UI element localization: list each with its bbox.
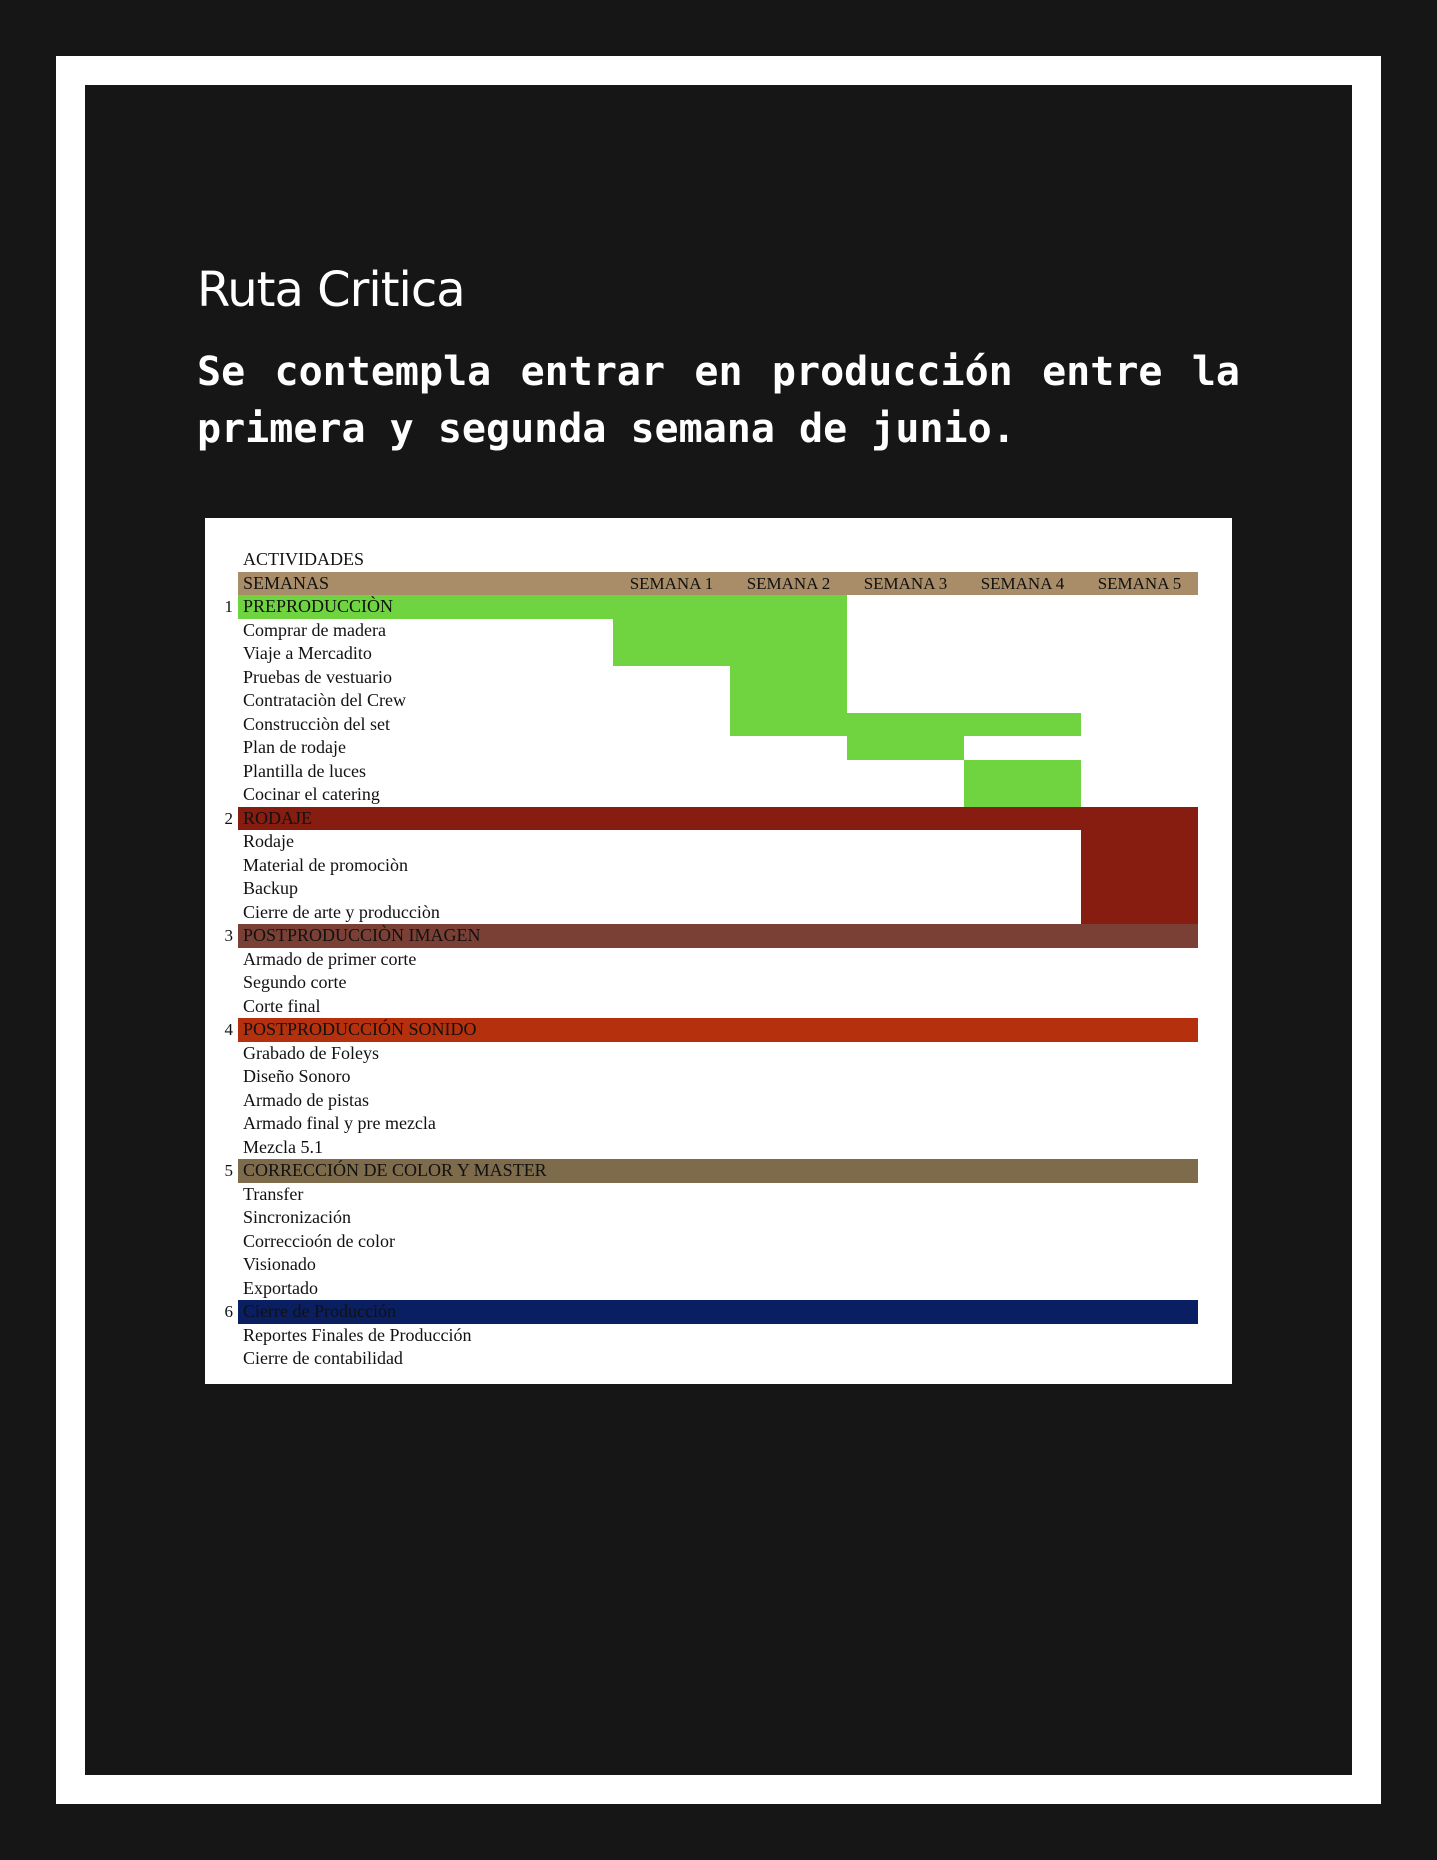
week-cell: [730, 1253, 847, 1277]
week-cell: [1081, 1183, 1198, 1207]
week-header-3: SEMANA 3: [847, 572, 964, 596]
week-cell: [964, 1206, 1081, 1230]
week-cell: [847, 1253, 964, 1277]
task-label: [238, 1277, 613, 1301]
week-cell: [1081, 666, 1198, 690]
task-name: Contrataciòn del Crew: [243, 690, 406, 710]
week-cell: [613, 760, 730, 784]
task-label: [238, 1089, 613, 1113]
week-cell: [964, 783, 1081, 807]
week-cell: [847, 642, 964, 666]
week-cell: [1081, 595, 1198, 619]
task-name: Viaje a Mercadito: [243, 643, 372, 663]
week-cell: [613, 924, 730, 948]
week-cell: [730, 760, 847, 784]
gantt-chart: [205, 518, 1232, 1384]
week-cell: [613, 1206, 730, 1230]
week-cell: [1081, 854, 1198, 878]
week-cell: [730, 689, 847, 713]
section-title: Cierre de Producción: [243, 1301, 396, 1321]
section-row-label: [224, 1018, 613, 1042]
week-cell: [1081, 1065, 1198, 1089]
week-cell: [1081, 1300, 1198, 1324]
week-cell: [730, 1042, 847, 1066]
week-cell: [613, 619, 730, 643]
week-cell: [613, 1136, 730, 1160]
week-cell: [847, 713, 964, 737]
section-row-label: [224, 1159, 613, 1183]
week-cell: [613, 666, 730, 690]
week-cell: [964, 807, 1081, 831]
section-row-label: [224, 595, 613, 619]
week-cell: [730, 713, 847, 737]
task-name: Mezcla 5.1: [243, 1136, 323, 1157]
task-name: Cierre de contabilidad: [243, 1348, 403, 1368]
task-name: Plan de rodaje: [243, 737, 346, 757]
week-cell: [1081, 689, 1198, 713]
week-cell: [847, 1136, 964, 1160]
task-name: Transfer: [243, 1183, 304, 1204]
week-cell: [847, 1183, 964, 1207]
task-label: [238, 1347, 613, 1371]
task-name: Grabado de Foleys: [243, 1042, 379, 1063]
week-cell: [613, 901, 730, 925]
week-cell: [730, 807, 847, 831]
section-number: 4: [224, 1020, 233, 1039]
week-cell: [730, 1159, 847, 1183]
week-cell: [847, 924, 964, 948]
week-cell: [730, 1089, 847, 1113]
week-cell: [964, 1183, 1081, 1207]
task-label: [238, 760, 613, 784]
week-cell: [1081, 901, 1198, 925]
week-cell: [964, 666, 1081, 690]
task-label: [238, 971, 613, 995]
week-cell: [964, 877, 1081, 901]
week-cell: [1081, 807, 1198, 831]
week-cell: [613, 783, 730, 807]
task-name: Armado final y pre mezcla: [243, 1113, 436, 1133]
week-cell: [613, 642, 730, 666]
section-title: POSTPRODUCCIÓN SONIDO: [243, 1019, 477, 1039]
section-row-label: [224, 807, 613, 831]
week-cell: [847, 1018, 964, 1042]
week-cell: [613, 877, 730, 901]
week-cell: [1081, 830, 1198, 854]
task-label: [238, 736, 613, 760]
section-title: CORRECCIÓN DE COLOR Y MASTER: [243, 1160, 547, 1180]
week-cell: [964, 1159, 1081, 1183]
task-name: Construcciòn del set: [243, 713, 390, 734]
week-cell: [613, 854, 730, 878]
week-cell: [847, 1065, 964, 1089]
week-cell: [847, 1324, 964, 1348]
week-cell: [1081, 924, 1198, 948]
week-cell: [1081, 760, 1198, 784]
week-cell: [847, 689, 964, 713]
task-label: [238, 642, 613, 666]
task-name: Armado de pistas: [243, 1089, 369, 1110]
task-name: Comprar de madera: [243, 619, 386, 640]
week-cell: [1081, 1159, 1198, 1183]
week-cell: [964, 736, 1081, 760]
week-cell: [847, 1277, 964, 1301]
section-row-label: [224, 1300, 613, 1324]
week-cell: [730, 619, 847, 643]
week-cell: [847, 1347, 964, 1371]
week-cell: [613, 830, 730, 854]
page-subtitle: Se contempla entrar en producción entre la primera y segunda semana de junio.: [197, 349, 1240, 452]
week-cell: [964, 595, 1081, 619]
week-cell: [1081, 619, 1198, 643]
week-cell: [964, 830, 1081, 854]
week-header-5: SEMANA 5: [1081, 572, 1198, 596]
week-cell: [613, 807, 730, 831]
week-cell: [847, 1300, 964, 1324]
week-cell: [730, 1112, 847, 1136]
week-cell: [964, 1230, 1081, 1254]
week-cell: [847, 736, 964, 760]
week-cell: [613, 1277, 730, 1301]
week-cell: [847, 854, 964, 878]
week-cell: [730, 783, 847, 807]
task-label: [238, 901, 613, 925]
task-label: [238, 666, 613, 690]
week-cell: [613, 948, 730, 972]
week-cell: [847, 948, 964, 972]
task-name: Rodaje: [243, 831, 294, 851]
section-title: RODAJE: [243, 807, 313, 828]
task-label: [238, 830, 613, 854]
week-cell: [964, 689, 1081, 713]
week-cell: [613, 1042, 730, 1066]
section-number: 5: [224, 1161, 233, 1180]
task-name: Exportado: [243, 1277, 318, 1298]
week-cell: [613, 1324, 730, 1348]
week-cell: [613, 1065, 730, 1089]
week-cell: [613, 1159, 730, 1183]
week-cell: [847, 619, 964, 643]
week-cell: [730, 1324, 847, 1348]
week-cell: [613, 1018, 730, 1042]
week-cell: [730, 924, 847, 948]
week-cell: [1081, 736, 1198, 760]
task-label: [238, 1230, 613, 1254]
week-cell: [1081, 1230, 1198, 1254]
week-cell: [964, 1277, 1081, 1301]
task-label: [238, 1324, 613, 1348]
week-cell: [613, 1183, 730, 1207]
week-cell: [613, 1230, 730, 1254]
task-name: Armado de primer corte: [243, 948, 417, 969]
task-name: Sincronización: [243, 1207, 351, 1227]
week-cell: [847, 971, 964, 995]
task-label: [238, 783, 613, 807]
week-cell: [613, 689, 730, 713]
week-cell: [730, 901, 847, 925]
week-cell: [730, 1136, 847, 1160]
week-cell: [964, 642, 1081, 666]
week-cell: [847, 807, 964, 831]
week-cell: [730, 642, 847, 666]
task-label: [238, 1136, 613, 1160]
week-cell: [1081, 1018, 1198, 1042]
section-number: 1: [224, 597, 233, 616]
week-cell: [1081, 783, 1198, 807]
week-cell: [964, 1089, 1081, 1113]
week-cell: [847, 1042, 964, 1066]
week-cell: [730, 995, 847, 1019]
task-name: Diseño Sonoro: [243, 1066, 351, 1086]
section-title: PREPRODUCCIÒN: [243, 596, 394, 616]
task-label: [238, 1183, 613, 1207]
week-cell: [613, 1089, 730, 1113]
week-cell: [730, 1300, 847, 1324]
activities-label: ACTIVIDADES: [243, 549, 364, 569]
page-title: Ruta Critica: [197, 262, 465, 318]
task-name: Pruebas de vestuario: [243, 666, 392, 687]
week-cell: [964, 1253, 1081, 1277]
week-cell: [964, 854, 1081, 878]
week-cell: [847, 877, 964, 901]
week-cell: [847, 1206, 964, 1230]
week-cell: [613, 1112, 730, 1136]
task-label: [238, 1112, 613, 1136]
week-cell: [613, 713, 730, 737]
week-cell: [964, 995, 1081, 1019]
task-label: [238, 619, 613, 643]
week-cell: [730, 854, 847, 878]
week-cell: [613, 1347, 730, 1371]
week-cell: [1081, 1347, 1198, 1371]
week-cell: [964, 713, 1081, 737]
task-name: Reportes Finales de Producción: [243, 1324, 472, 1345]
week-cell: [613, 595, 730, 619]
task-label: [238, 1206, 613, 1230]
week-cell: [1081, 971, 1198, 995]
task-name: Cierre de arte y producciòn: [243, 901, 440, 922]
week-cell: [613, 1300, 730, 1324]
week-cell: [1081, 877, 1198, 901]
week-cell: [964, 1065, 1081, 1089]
week-cell: [1081, 713, 1198, 737]
week-cell: [730, 1230, 847, 1254]
week-cell: [847, 901, 964, 925]
week-cell: [964, 971, 1081, 995]
week-cell: [847, 1089, 964, 1113]
week-cell: [964, 948, 1081, 972]
week-cell: [964, 924, 1081, 948]
week-cell: [1081, 948, 1198, 972]
task-name: Correccioón de color: [243, 1230, 395, 1251]
task-label: [238, 1065, 613, 1089]
week-cell: [1081, 1112, 1198, 1136]
task-name: Backup: [243, 878, 298, 898]
task-name: Cocinar el catering: [243, 784, 380, 804]
week-cell: [1081, 1042, 1198, 1066]
week-cell: [730, 830, 847, 854]
week-cell: [964, 619, 1081, 643]
week-cell: [730, 1065, 847, 1089]
week-cell: [847, 995, 964, 1019]
week-cell: [964, 1042, 1081, 1066]
week-cell: [964, 1112, 1081, 1136]
task-label: [238, 877, 613, 901]
week-header-2: SEMANA 2: [730, 572, 847, 596]
week-cell: [964, 1300, 1081, 1324]
week-cell: [1081, 1136, 1198, 1160]
week-cell: [730, 1018, 847, 1042]
week-cell: [613, 971, 730, 995]
task-name: Plantilla de luces: [243, 760, 366, 781]
task-label: [238, 995, 613, 1019]
week-cell: [847, 760, 964, 784]
task-label: [238, 689, 613, 713]
task-label: [238, 854, 613, 878]
task-label: [238, 713, 613, 737]
week-cell: [964, 760, 1081, 784]
week-cell: [730, 877, 847, 901]
weeks-header-label: SEMANAS: [238, 572, 613, 596]
week-cell: [847, 830, 964, 854]
week-cell: [613, 995, 730, 1019]
task-name: Material de promociòn: [243, 854, 408, 875]
week-cell: [613, 736, 730, 760]
week-cell: [1081, 1089, 1198, 1113]
week-cell: [1081, 1277, 1198, 1301]
week-cell: [730, 736, 847, 760]
section-title: POSTPRODUCCIÒN IMAGEN: [243, 925, 481, 945]
week-cell: [964, 1347, 1081, 1371]
week-cell: [847, 1159, 964, 1183]
week-cell: [730, 595, 847, 619]
week-cell: [964, 901, 1081, 925]
week-cell: [730, 1277, 847, 1301]
section-number: 2: [224, 808, 233, 828]
week-header-4: SEMANA 4: [964, 572, 1081, 596]
week-cell: [730, 1206, 847, 1230]
week-cell: [964, 1324, 1081, 1348]
section-row-label: [224, 924, 613, 948]
week-cell: [1081, 1253, 1198, 1277]
section-number: 6: [224, 1302, 233, 1321]
week-cell: [847, 1112, 964, 1136]
week-cell: [613, 1253, 730, 1277]
week-cell: [847, 666, 964, 690]
week-cell: [730, 971, 847, 995]
week-cell: [1081, 642, 1198, 666]
week-cell: [1081, 1324, 1198, 1348]
task-name: Segundo corte: [243, 972, 347, 992]
week-cell: [847, 595, 964, 619]
task-name: Visionado: [243, 1254, 316, 1274]
gantt-grid: [224, 548, 1198, 1371]
week-cell: [1081, 995, 1198, 1019]
week-cell: [730, 1347, 847, 1371]
week-cell: [1081, 1206, 1198, 1230]
task-name: Corte final: [243, 995, 321, 1016]
section-number: 3: [224, 926, 233, 945]
week-cell: [964, 1018, 1081, 1042]
week-header-1: SEMANA 1: [613, 572, 730, 596]
week-cell: [847, 1230, 964, 1254]
week-cell: [847, 783, 964, 807]
week-cell: [730, 948, 847, 972]
week-cell: [730, 1183, 847, 1207]
task-label: [238, 948, 613, 972]
week-cell: [730, 666, 847, 690]
task-label: [238, 1253, 613, 1277]
task-label: [238, 1042, 613, 1066]
week-cell: [964, 1136, 1081, 1160]
